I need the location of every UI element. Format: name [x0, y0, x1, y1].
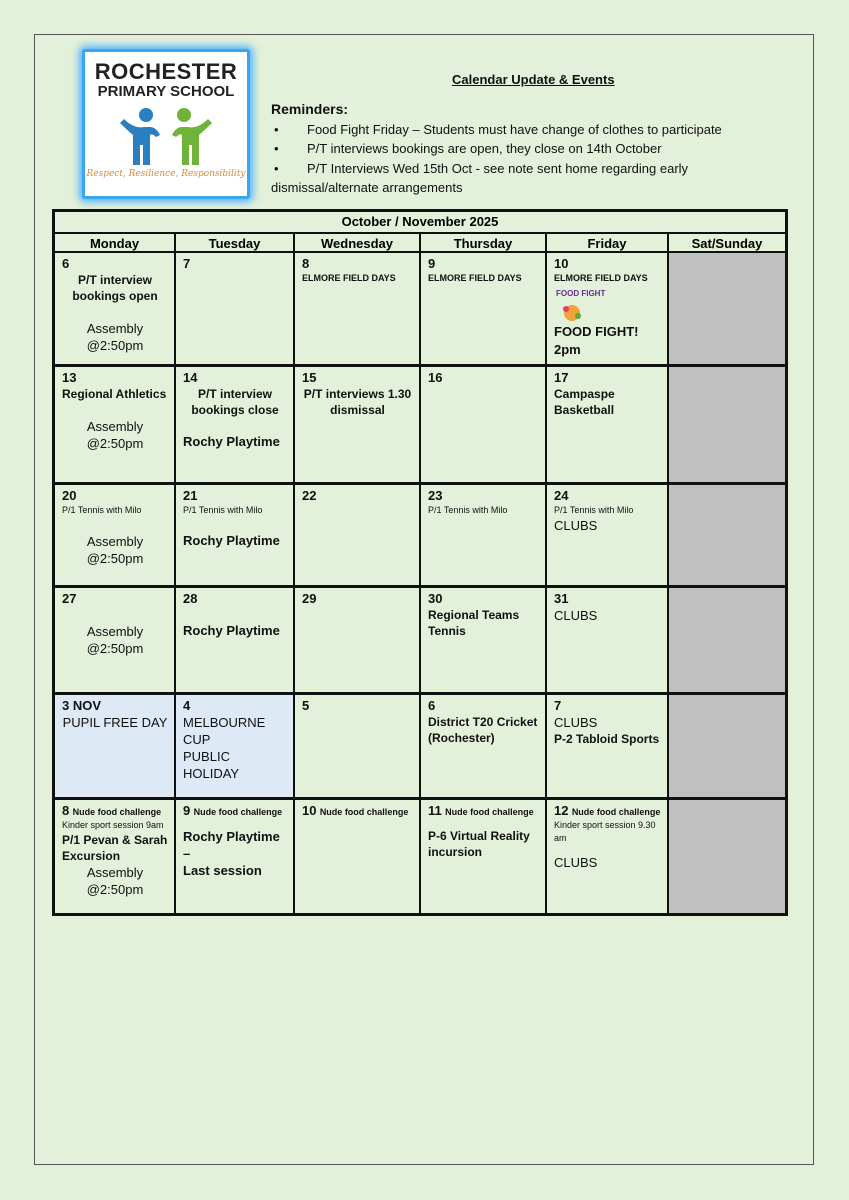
day-number: 8: [302, 256, 310, 271]
event-text: @2:50pm: [86, 882, 144, 897]
bullet-icon: •: [274, 161, 279, 176]
day-cell: [295, 485, 421, 588]
event-text: Assembly: [86, 321, 144, 336]
day-cell: [295, 588, 421, 695]
event-text: P/1 Tennis with Milo: [428, 505, 508, 515]
reminder-text: P/T interviews bookings are open, they close on 14th October: [307, 141, 662, 156]
day-cell: [176, 695, 295, 800]
bullet-icon: •: [274, 122, 279, 137]
event-tag: Nude food challenge: [445, 807, 534, 817]
day-cell: [547, 253, 669, 367]
day-cell: [421, 588, 547, 695]
day-cell: [176, 800, 295, 913]
weekend-cell: [669, 485, 785, 588]
day-number: 22: [302, 488, 317, 503]
event-text: Excursion: [62, 849, 121, 863]
event-text: @2:50pm: [86, 641, 144, 656]
day-cell: [55, 485, 176, 588]
day-number: 9: [183, 803, 191, 818]
event-text: Last session: [183, 863, 262, 878]
event-text: bookings open: [72, 289, 158, 303]
bullet-icon: •: [274, 141, 279, 156]
day-cell: [547, 588, 669, 695]
day-number: 21: [183, 488, 198, 503]
day-cell: [421, 367, 547, 485]
day-cell: [176, 485, 295, 588]
event-text: Kinder sport session 9.30: [554, 820, 656, 830]
day-number: 16: [428, 370, 443, 385]
event-text: P/1 Tennis with Milo: [554, 505, 634, 515]
day-cell: [55, 588, 176, 695]
day-number: 15: [302, 370, 317, 385]
weekend-cell: [669, 695, 785, 800]
event-text: P/T interview: [197, 387, 273, 401]
event-text: Assembly: [86, 865, 144, 880]
event-tag: Nude food challenge: [72, 807, 162, 817]
day-number: 27: [62, 591, 77, 606]
day-cell: [547, 800, 669, 913]
event-text: Assembly: [86, 624, 144, 639]
day-cell: [547, 695, 669, 800]
school-name-line1: ROCHESTER: [94, 59, 238, 84]
event-text: Assembly: [86, 419, 144, 434]
event-text: ELMORE FIELD DAYS: [428, 273, 522, 283]
event-text: P-2 Tabloid Sports: [554, 732, 660, 746]
event-text: bookings close: [191, 403, 279, 417]
school-name-line2: PRIMARY SCHOOL: [97, 83, 235, 100]
day-cell: [421, 253, 547, 367]
svg-text:FOOD FIGHT: FOOD FIGHT: [556, 289, 606, 298]
event-text: CLUBS: [554, 855, 598, 870]
calendar-title: October / November 2025: [55, 212, 785, 234]
day-number: 20: [62, 488, 77, 503]
event-text: P/T interview: [77, 273, 153, 287]
day-cell: [547, 485, 669, 588]
event-text: P/1 Tennis with Milo: [62, 505, 142, 515]
weekend-cell: [669, 253, 785, 367]
day-cell: [55, 695, 176, 800]
event-text: Rochy Playtime: [183, 533, 280, 548]
event-text: Kinder sport session 9am: [62, 820, 164, 830]
event-text: P/T interviews 1.30: [303, 387, 412, 401]
day-header-wednesday: Wednesday: [295, 234, 421, 253]
day-cell: [421, 800, 547, 913]
event-text: District T20 Cricket: [428, 715, 538, 729]
event-text: CLUBS: [554, 518, 598, 533]
event-text: am: [554, 833, 567, 843]
event-text: CLUBS: [554, 608, 598, 623]
day-number: 29: [302, 591, 317, 606]
day-number: 5: [302, 698, 310, 713]
event-text: PUBLIC HOLIDAY: [183, 749, 240, 781]
event-text: Tennis: [428, 624, 466, 638]
event-text: Basketball: [554, 403, 615, 417]
event-text: dismissal: [330, 403, 385, 417]
day-cell: [55, 367, 176, 485]
event-text: PUPIL FREE DAY: [62, 715, 168, 730]
day-number: 8: [62, 803, 70, 818]
day-cell: [176, 588, 295, 695]
weekend-cell: [669, 367, 785, 485]
day-number: 10: [554, 256, 569, 271]
event-tag: Nude food challenge: [193, 807, 283, 817]
day-number: 6: [62, 256, 70, 271]
day-cell: [295, 800, 421, 913]
day-cell: [421, 485, 547, 588]
day-header-tuesday: Tuesday: [176, 234, 295, 253]
children-figures-icon: [116, 105, 216, 167]
event-text: Regional Teams: [428, 608, 520, 622]
day-number: 6: [428, 698, 436, 713]
event-text: @2:50pm: [86, 338, 144, 353]
day-number: 10: [302, 803, 317, 818]
day-number: 12: [554, 803, 569, 818]
event-text: Regional Athletics: [62, 387, 167, 401]
event-text: incursion: [428, 845, 483, 859]
event-text: ELMORE FIELD DAYS: [554, 273, 648, 283]
day-header-weekend: Sat/Sunday: [669, 234, 785, 253]
event-text: P/1 Pevan & Sarah: [62, 833, 168, 847]
event-tag: Nude food challenge: [571, 807, 661, 817]
day-number: 23: [428, 488, 443, 503]
reminder-text: Food Fight Friday – Students must have change of clothes to participate: [307, 122, 722, 137]
event-text: Campaspe: [554, 387, 615, 401]
event-tag: Nude food challenge: [319, 807, 409, 817]
day-cell: [55, 800, 176, 913]
food-fight-icon: [554, 287, 606, 323]
day-number: 13: [62, 370, 77, 385]
day-number: 3 NOV: [62, 698, 102, 713]
event-text: FOOD FIGHT!: [554, 324, 639, 339]
day-number: 30: [428, 591, 443, 606]
event-text: ELMORE FIELD DAYS: [302, 273, 396, 283]
page-title: Calendar Update & Events: [452, 72, 615, 87]
day-number: 7: [554, 698, 562, 713]
weekend-cell: [669, 800, 785, 913]
weekend-cell: [669, 588, 785, 695]
event-text: Rochy Playtime –: [183, 829, 280, 861]
day-header-thursday: Thursday: [421, 234, 547, 253]
reminders-heading: Reminders:: [271, 101, 349, 117]
day-number: 11: [428, 803, 442, 818]
event-text: 2pm: [554, 342, 581, 357]
day-cell: [295, 367, 421, 485]
day-number: 24: [554, 488, 569, 503]
day-cell: [295, 695, 421, 800]
day-number: 28: [183, 591, 198, 606]
event-text: MELBOURNE CUP: [183, 715, 266, 747]
school-motto: Respect, Resilience, Responsibility: [86, 169, 246, 179]
event-text: (Rochester): [428, 731, 495, 745]
day-number: 31: [554, 591, 569, 606]
day-number: 17: [554, 370, 569, 385]
event-text: Rochy Playtime: [183, 434, 280, 449]
day-cell: [176, 367, 295, 485]
event-text: @2:50pm: [86, 551, 144, 566]
day-number: 14: [183, 370, 198, 385]
day-cell: [176, 253, 295, 367]
day-cell: [547, 367, 669, 485]
day-header-monday: Monday: [55, 234, 176, 253]
event-text: CLUBS: [554, 715, 598, 730]
reminder-text: dismissal/alternate arrangements: [271, 180, 463, 195]
day-number: 4: [183, 698, 191, 713]
event-text: P-6 Virtual Reality: [428, 829, 530, 843]
event-text: Rochy Playtime: [183, 623, 280, 638]
event-text: @2:50pm: [86, 436, 144, 451]
day-cell: [421, 695, 547, 800]
day-number: 7: [183, 256, 191, 271]
event-text: Assembly: [86, 534, 144, 549]
day-cell: [295, 253, 421, 367]
school-logo: [82, 49, 250, 199]
day-header-friday: Friday: [547, 234, 669, 253]
event-text: P/1 Tennis with Milo: [183, 505, 263, 515]
reminder-text: P/T Interviews Wed 15th Oct - see note sent home regarding early: [307, 161, 689, 176]
day-number: 9: [428, 256, 436, 271]
calendar-table: [52, 209, 788, 916]
day-cell: [55, 253, 176, 367]
